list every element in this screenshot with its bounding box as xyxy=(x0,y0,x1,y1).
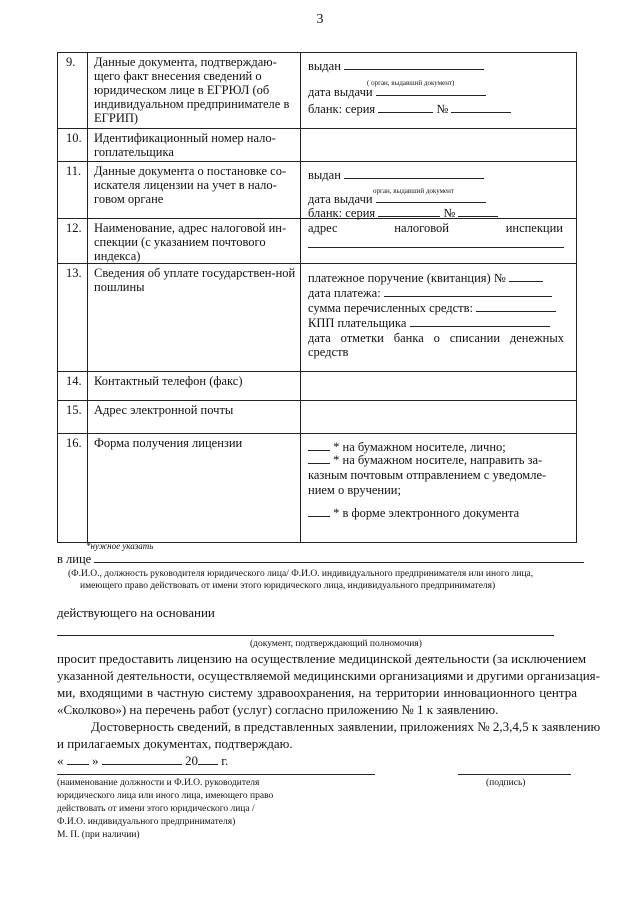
confirmation-line-2: и прилагаемых документах, подтверждаю. xyxy=(57,736,293,751)
authority-document-field[interactable] xyxy=(57,634,554,636)
kpp-field[interactable] xyxy=(410,326,550,327)
table-row xyxy=(58,264,577,372)
month-field[interactable] xyxy=(102,764,182,765)
issued-caption: ( орган, выдавший документ) xyxy=(367,79,455,87)
table-row xyxy=(58,53,577,129)
request-line: «Сколково») на перечень работ (услуг) согласно приложению № 1 к заявлению. xyxy=(57,702,499,717)
payment-order-label: платежное поручение (квитанция) № xyxy=(308,271,506,285)
row-number: 15. xyxy=(58,401,88,434)
year-suffix: г. xyxy=(221,753,229,768)
row-number: 9. xyxy=(58,53,88,129)
tax-office-address-label: адрес налоговой инспекции xyxy=(308,221,563,235)
payment-date-field[interactable] xyxy=(384,296,552,297)
issue-date-field[interactable] xyxy=(376,202,486,203)
blank-number-label: № xyxy=(436,102,449,116)
authority-document-caption: (документ, подтверждающий полномочия) xyxy=(250,639,422,649)
row-number: 16. xyxy=(58,434,88,543)
bank-mark-label: дата отметки банка о списании денежных средств xyxy=(308,331,564,359)
year-field[interactable] xyxy=(198,764,218,765)
blank-number-field[interactable] xyxy=(451,112,511,113)
application-form-table xyxy=(57,52,577,543)
row-number: 11. xyxy=(58,162,88,219)
row-label: Сведения об уплате государствен-ной пошлины xyxy=(88,264,301,372)
confirmation-line: Достоверность сведений, в представленных заявлении, приложениях № 2,3,4,5 к заявлению xyxy=(91,719,601,734)
blank-number-field[interactable] xyxy=(458,216,498,217)
row-value xyxy=(301,162,577,219)
signer-name-field[interactable] xyxy=(57,773,375,775)
row-label: Данные документа о постановке со-искателя лицензии на учет в нало-говом органе xyxy=(88,162,301,219)
signer-caption: (наименование должности и Ф.И.О. руководителя xyxy=(57,778,260,788)
row-number: 14. xyxy=(58,372,88,401)
date-line xyxy=(57,752,228,769)
row-label: Данные документа, подтверждаю-щего факт внесения сведений о юридическом лице в ЕГРЮЛ (об индивидуальном предпринимателе в ЕГРИП) xyxy=(88,53,301,129)
phone-value[interactable] xyxy=(301,372,577,401)
date-open-quote: « xyxy=(57,753,64,768)
stamp-caption: М. П. (при наличии) xyxy=(57,830,140,840)
option-paper-mail-mark[interactable] xyxy=(308,463,330,464)
issue-date-label: дата выдачи xyxy=(308,85,373,99)
row-label: Идентификационный номер нало-гоплательщика xyxy=(88,129,301,162)
option-paper-in-person-mark[interactable] xyxy=(308,450,330,451)
table-row xyxy=(58,372,577,401)
request-line: указанной деятельности, осуществляемой медицинскими организациями и другими организация- xyxy=(57,668,600,683)
year-prefix: 20 xyxy=(185,753,198,768)
table-row xyxy=(58,434,577,543)
kpp-label: КПП плательщика xyxy=(308,316,407,330)
footnote: *нужное указать xyxy=(86,541,154,551)
email-value[interactable] xyxy=(301,401,577,434)
option-electronic: * в форме электронного документа xyxy=(333,506,520,520)
issued-field[interactable] xyxy=(344,69,484,70)
request-line: просит предоставить лицензию на осуществление медицинской деятельности (за исключением xyxy=(57,651,587,666)
blank-series-field[interactable] xyxy=(378,112,433,113)
row-value xyxy=(301,219,577,264)
option-electronic-mark[interactable] xyxy=(308,516,330,517)
row-value xyxy=(301,434,577,543)
issued-caption: орган, выдавший документ xyxy=(373,187,454,195)
acting-basis-label: действующего на основании xyxy=(57,605,215,620)
row-number: 13. xyxy=(58,264,88,372)
table-row xyxy=(58,219,577,264)
row-value xyxy=(301,53,577,129)
row-label: Форма получения лицензии xyxy=(88,434,301,543)
option-paper-mail: * на бумажном носителе, направить за-казным почтовым отправлением с уведомле-нием о вручении; xyxy=(308,453,547,497)
tax-office-address-field[interactable] xyxy=(308,246,564,248)
signature-caption: (подпись) xyxy=(486,778,526,788)
payment-amount-label: сумма перечисленных средств: xyxy=(308,301,473,315)
signer-caption: юридического лица или иного лица, имеющего право xyxy=(57,791,274,801)
tax-id-value[interactable] xyxy=(301,129,577,162)
blank-number-label: № xyxy=(443,206,456,220)
request-line: ми, входящими в частную систему здравоохранения, на территории инновационного центра xyxy=(57,685,577,700)
row-label: Адрес электронной почты xyxy=(88,401,301,434)
in-person-caption-2: имеющего право действовать от имени этого юридического лица, индивидуального предпринимателя) xyxy=(80,581,496,591)
table-row xyxy=(58,162,577,219)
date-close-quote: » xyxy=(92,753,99,768)
payment-amount-field[interactable] xyxy=(476,311,556,312)
row-number: 10. xyxy=(58,129,88,162)
blank-series-field[interactable] xyxy=(378,216,440,217)
payment-date-label: дата платежа: xyxy=(308,286,381,300)
issue-date-label: дата выдачи xyxy=(308,192,373,206)
row-value xyxy=(301,264,577,372)
signer-caption: действовать от имени этого юридического лица / xyxy=(57,804,255,814)
day-field[interactable] xyxy=(67,764,89,765)
issued-label: выдан xyxy=(308,59,341,73)
row-number: 12. xyxy=(58,219,88,264)
row-label: Контактный телефон (факс) xyxy=(88,372,301,401)
signer-caption: Ф.И.О. индивидуального предпринимателя) xyxy=(57,817,236,827)
table-row xyxy=(58,401,577,434)
signature-field[interactable] xyxy=(458,773,571,775)
issued-field[interactable] xyxy=(344,178,484,179)
blank-series-label: бланк: серия xyxy=(308,206,376,220)
blank-series-label: бланк: серия xyxy=(308,102,376,116)
payment-order-field[interactable] xyxy=(509,281,543,282)
issued-label: выдан xyxy=(308,168,341,182)
page-number: 3 xyxy=(316,12,324,27)
row-label: Наименование, адрес налоговой ин-спекции (с указанием почтового индекса) xyxy=(88,219,301,264)
in-person-label: в лице xyxy=(57,552,92,566)
option-paper-in-person: * на бумажном носителе, лично; xyxy=(333,440,506,454)
issue-date-field[interactable] xyxy=(376,95,486,96)
table-row xyxy=(58,129,577,162)
in-person-caption: (Ф.И.О., должность руководителя юридического лица/ Ф.И.О. индивидуального предпринимателя или иного лица, xyxy=(68,569,534,579)
in-person-field[interactable] xyxy=(94,562,584,563)
